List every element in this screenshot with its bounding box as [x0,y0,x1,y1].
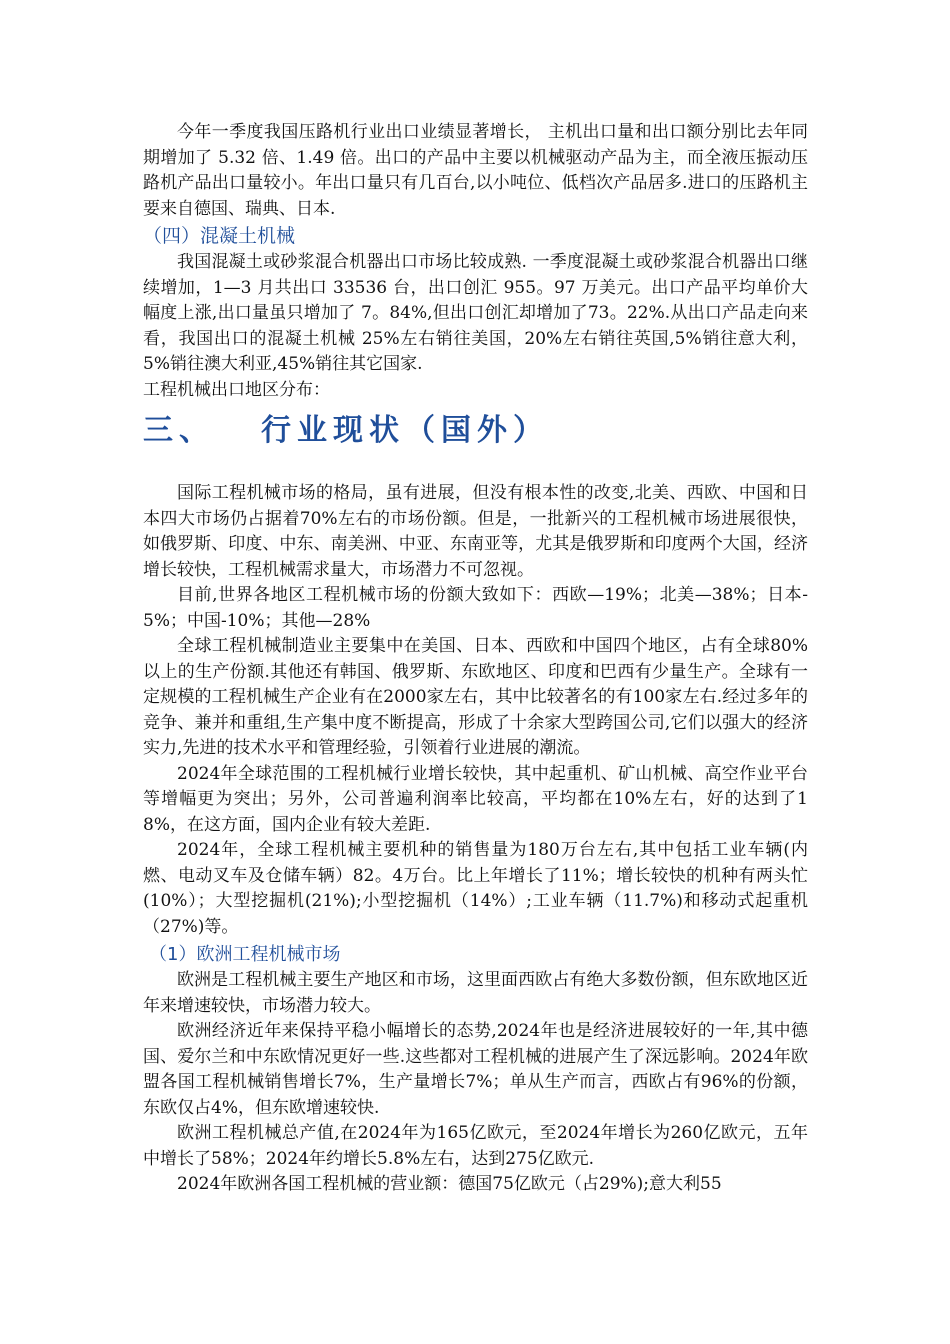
paragraph-international-market: 国际工程机械市场的格局，虽有进展，但没有根本性的改变,北美、西欧、中国和日本四大市场仍占据着70%左右的市场份额。但是，一批新兴的工程机械市场进展很快，如俄罗斯、印度、中东、南美洲、中亚、东南亚等，尤其是俄罗斯和印度两个大国，经济增长较快，工程机械需求量大，市场潜力不可忽视。 [143,483,808,580]
subheading-europe-market: （1）欧洲工程机械市场 [149,944,341,965]
paragraph-roller-exports: 今年一季度我国压路机行业出口业绩显著增长， 主机出口量和出口额分别比去年同期增加了 5.32 倍、1.49 倍。出口的产品中主要以机械驱动产品为主，而全液压振动压路机产品出口量较小。年出口量只有几百台,以小吨位、低档次产品居多.进口的压路机主要来自德国、瑞典、日本. [143,122,808,219]
subheading-concrete-machinery: （四）混凝土机械 [143,225,296,247]
paragraph-2024-sales: 2024年，全球工程机械主要机种的销售量为180万台左右,其中包括工业车辆(内燃、电动叉车及仓储车辆）82。4万台。比上年增长了11%；增长较快的机种有两头忙(10%）；大型挖掘机(21%);小型挖掘机（14%）;工业车辆（11.7%)和移动式起重机（27%)等。 [143,840,808,937]
paragraph-europe-output: 欧洲工程机械总产值,在2024年为165亿欧元，至2024年增长为260亿欧元，五年中增长了58%；2024年约增长5.8%左右，达到275亿欧元. [143,1123,808,1169]
paragraph-europe-revenue: 2024年欧洲各国工程机械的营业额：德国75亿欧元（占29%);意大利55 [177,1174,722,1194]
paragraph-export-regions: 工程机械出口地区分布： [143,379,330,400]
paragraph-europe-economy: 欧洲经济近年来保持平稳小幅增长的态势,2024年也是经济进展较好的一年,其中德国、爱尔兰和中东欧情况更好一些.这些都对工程机械的进展产生了深远影响。2024年欧盟各国工程机械销售增长7%，生产量增长7%；单从生产而言，西欧占有96%的份额，东欧仅占4%，但东欧增速较快. [143,1021,808,1118]
section-title: 行业现状（国外） [261,413,549,448]
section-number: 三、 [143,413,215,448]
paragraph-2024-growth: 2024年全球范围的工程机械行业增长较快，其中起重机、矿山机械、高空作业平台等增幅更为突出；另外，公司普遍利润率比较高，平均都在10%左右，好的达到了18%，在这方面，国内企业有较大差距. [143,763,808,835]
paragraph-europe-overview: 欧洲是工程机械主要生产地区和市场，这里面西欧占有绝大多数份额，但东欧地区近年来增速较快，市场潜力较大。 [143,970,808,1016]
paragraph-global-manufacturing: 全球工程机械制造业主要集中在美国、日本、西欧和中国四个地区，占有全球80%以上的生产份额.其他还有韩国、俄罗斯、东欧地区、印度和巴西有少量生产。全球有一定规模的工程机械生产企业有在2000家左右，其中比较著名的有100家左右.经过多年的竞争、兼并和重组,生产集中度不断提高，形成了十余家大型跨国公司,它们以强大的经济实力,先进的技术水平和管理经验，引领着行业进展的潮流。 [143,636,808,758]
paragraph-market-shares: 目前,世界各地区工程机械市场的份额大致如下：西欧—19%；北美—38%；日本-5%；中国-10%；其他—28% [143,585,808,631]
document-body [143,120,808,1198]
section-heading-foreign-status [143,411,808,451]
paragraph-concrete-exports: 我国混凝土或砂浆混合机器出口市场比较成熟. 一季度混凝土或砂浆混合机器出口继续增加，1—3 月共出口 33536 台，出口创汇 955。97 万美元。出口产品平均单价大幅度上涨,出口量虽只增加了 7。84%,但出口创汇却增加了73。22%.从出口产品走向来看，我国出口的混凝土机械 25%左右销往美国，20%左右销往英国,5%销往意大利，5%销往澳大利亚,45%销往其它国家. [143,252,808,374]
